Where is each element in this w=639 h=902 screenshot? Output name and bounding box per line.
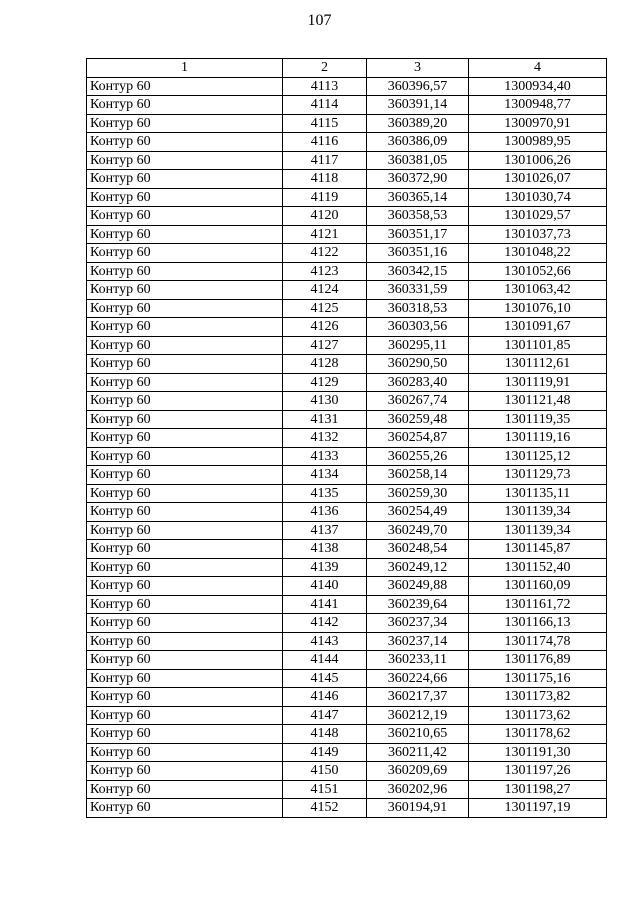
x-coordinate-cell: 360254,87: [367, 429, 469, 448]
point-number-cell: 4131: [283, 410, 367, 429]
contour-name-cell: Контур 60: [87, 558, 283, 577]
y-coordinate-cell: 1301174,78: [469, 632, 607, 651]
point-number-cell: 4122: [283, 244, 367, 263]
table-row: [87, 484, 607, 503]
point-number-cell: 4136: [283, 503, 367, 522]
point-number-cell: 4129: [283, 373, 367, 392]
table-row: [87, 207, 607, 226]
point-number-cell: 4114: [283, 96, 367, 115]
point-number-cell: 4148: [283, 725, 367, 744]
x-coordinate-cell: 360365,14: [367, 188, 469, 207]
contour-name-cell: Контур 60: [87, 743, 283, 762]
point-number-cell: 4134: [283, 466, 367, 485]
y-coordinate-cell: 1301173,82: [469, 688, 607, 707]
y-coordinate-cell: 1301197,19: [469, 799, 607, 818]
table-row: [87, 151, 607, 170]
contour-name-cell: Контур 60: [87, 484, 283, 503]
table-row: [87, 77, 607, 96]
x-coordinate-cell: 360211,42: [367, 743, 469, 762]
x-coordinate-cell: 360396,57: [367, 77, 469, 96]
point-number-cell: 4141: [283, 595, 367, 614]
y-coordinate-cell: 1301006,26: [469, 151, 607, 170]
contour-name-cell: Контур 60: [87, 133, 283, 152]
point-number-cell: 4125: [283, 299, 367, 318]
contour-name-cell: Контур 60: [87, 262, 283, 281]
point-number-cell: 4150: [283, 762, 367, 781]
contour-name-cell: Контур 60: [87, 762, 283, 781]
point-number-cell: 4123: [283, 262, 367, 281]
y-coordinate-cell: 1301112,61: [469, 355, 607, 374]
point-number-cell: 4152: [283, 799, 367, 818]
contour-name-cell: Контур 60: [87, 614, 283, 633]
y-coordinate-cell: 1301173,62: [469, 706, 607, 725]
table-header-row: [87, 59, 607, 78]
point-number-cell: 4124: [283, 281, 367, 300]
y-coordinate-cell: 1301091,67: [469, 318, 607, 337]
point-number-cell: 4138: [283, 540, 367, 559]
table-row: [87, 170, 607, 189]
y-coordinate-cell: 1301101,85: [469, 336, 607, 355]
table-row: [87, 188, 607, 207]
point-number-cell: 4137: [283, 521, 367, 540]
point-number-cell: 4121: [283, 225, 367, 244]
table-row: [87, 614, 607, 633]
y-coordinate-cell: 1301063,42: [469, 281, 607, 300]
table-row: [87, 651, 607, 670]
point-number-cell: 4119: [283, 188, 367, 207]
table-row: [87, 558, 607, 577]
contour-name-cell: Контур 60: [87, 725, 283, 744]
column-header: 4: [469, 59, 607, 78]
table-row: [87, 262, 607, 281]
x-coordinate-cell: 360258,14: [367, 466, 469, 485]
y-coordinate-cell: 1301152,40: [469, 558, 607, 577]
contour-name-cell: Контур 60: [87, 780, 283, 799]
y-coordinate-cell: 1301139,34: [469, 521, 607, 540]
x-coordinate-cell: 360249,70: [367, 521, 469, 540]
point-number-cell: 4116: [283, 133, 367, 152]
x-coordinate-cell: 360318,53: [367, 299, 469, 318]
table-row: [87, 410, 607, 429]
x-coordinate-cell: 360290,50: [367, 355, 469, 374]
contour-name-cell: Контур 60: [87, 299, 283, 318]
table-row: [87, 743, 607, 762]
x-coordinate-cell: 360351,17: [367, 225, 469, 244]
y-coordinate-cell: 1300970,91: [469, 114, 607, 133]
y-coordinate-cell: 1301037,73: [469, 225, 607, 244]
point-number-cell: 4128: [283, 355, 367, 374]
x-coordinate-cell: 360259,30: [367, 484, 469, 503]
x-coordinate-cell: 360358,53: [367, 207, 469, 226]
contour-name-cell: Контур 60: [87, 336, 283, 355]
point-number-cell: 4118: [283, 170, 367, 189]
x-coordinate-cell: 360342,15: [367, 262, 469, 281]
contour-name-cell: Контур 60: [87, 355, 283, 374]
table-row: [87, 799, 607, 818]
table-row: [87, 392, 607, 411]
contour-name-cell: Контур 60: [87, 96, 283, 115]
contour-name-cell: Контур 60: [87, 207, 283, 226]
table-row: [87, 96, 607, 115]
point-number-cell: 4113: [283, 77, 367, 96]
table-row: [87, 577, 607, 596]
x-coordinate-cell: 360255,26: [367, 447, 469, 466]
table-row: [87, 466, 607, 485]
table-row: [87, 429, 607, 448]
point-number-cell: 4140: [283, 577, 367, 596]
point-number-cell: 4120: [283, 207, 367, 226]
contour-name-cell: Контур 60: [87, 651, 283, 670]
contour-name-cell: Контур 60: [87, 540, 283, 559]
contour-name-cell: Контур 60: [87, 244, 283, 263]
y-coordinate-cell: 1301176,89: [469, 651, 607, 670]
y-coordinate-cell: 1301198,27: [469, 780, 607, 799]
y-coordinate-cell: 1300934,40: [469, 77, 607, 96]
x-coordinate-cell: 360254,49: [367, 503, 469, 522]
x-coordinate-cell: 360237,14: [367, 632, 469, 651]
table-row: [87, 225, 607, 244]
x-coordinate-cell: 360233,11: [367, 651, 469, 670]
table-row: [87, 540, 607, 559]
x-coordinate-cell: 360212,19: [367, 706, 469, 725]
point-number-cell: 4127: [283, 336, 367, 355]
contour-name-cell: Контур 60: [87, 373, 283, 392]
y-coordinate-cell: 1301121,48: [469, 392, 607, 411]
x-coordinate-cell: 360283,40: [367, 373, 469, 392]
contour-name-cell: Контур 60: [87, 577, 283, 596]
contour-name-cell: Контур 60: [87, 706, 283, 725]
y-coordinate-cell: 1301161,72: [469, 595, 607, 614]
contour-name-cell: Контур 60: [87, 392, 283, 411]
table-row: [87, 632, 607, 651]
y-coordinate-cell: 1301178,62: [469, 725, 607, 744]
column-header: 3: [367, 59, 469, 78]
x-coordinate-cell: 360267,74: [367, 392, 469, 411]
point-number-cell: 4144: [283, 651, 367, 670]
table-row: [87, 688, 607, 707]
table-row: [87, 373, 607, 392]
table-row: [87, 706, 607, 725]
y-coordinate-cell: 1301175,16: [469, 669, 607, 688]
table-row: [87, 521, 607, 540]
x-coordinate-cell: 360210,65: [367, 725, 469, 744]
table-row: [87, 114, 607, 133]
y-coordinate-cell: 1301160,09: [469, 577, 607, 596]
y-coordinate-cell: 1301119,91: [469, 373, 607, 392]
x-coordinate-cell: 360391,14: [367, 96, 469, 115]
table-row: [87, 595, 607, 614]
contour-name-cell: Контур 60: [87, 447, 283, 466]
point-number-cell: 4147: [283, 706, 367, 725]
column-header: 1: [87, 59, 283, 78]
contour-name-cell: Контур 60: [87, 466, 283, 485]
table-row: [87, 669, 607, 688]
x-coordinate-cell: 360249,88: [367, 577, 469, 596]
point-number-cell: 4151: [283, 780, 367, 799]
x-coordinate-cell: 360386,09: [367, 133, 469, 152]
x-coordinate-cell: 360237,34: [367, 614, 469, 633]
contour-name-cell: Контур 60: [87, 410, 283, 429]
x-coordinate-cell: 360248,54: [367, 540, 469, 559]
point-number-cell: 4126: [283, 318, 367, 337]
table-row: [87, 244, 607, 263]
table-row: [87, 336, 607, 355]
y-coordinate-cell: 1301125,12: [469, 447, 607, 466]
table-row: [87, 299, 607, 318]
y-coordinate-cell: 1300948,77: [469, 96, 607, 115]
contour-name-cell: Контур 60: [87, 503, 283, 522]
coordinates-table: [86, 58, 607, 818]
point-number-cell: 4143: [283, 632, 367, 651]
x-coordinate-cell: 360303,56: [367, 318, 469, 337]
table-row: [87, 281, 607, 300]
contour-name-cell: Контур 60: [87, 632, 283, 651]
y-coordinate-cell: 1301197,26: [469, 762, 607, 781]
contour-name-cell: Контур 60: [87, 77, 283, 96]
table-body: [87, 77, 607, 817]
contour-name-cell: Контур 60: [87, 595, 283, 614]
contour-name-cell: Контур 60: [87, 318, 283, 337]
contour-name-cell: Контур 60: [87, 521, 283, 540]
y-coordinate-cell: 1301166,13: [469, 614, 607, 633]
x-coordinate-cell: 360331,59: [367, 281, 469, 300]
point-number-cell: 4145: [283, 669, 367, 688]
table-row: [87, 318, 607, 337]
point-number-cell: 4139: [283, 558, 367, 577]
point-number-cell: 4132: [283, 429, 367, 448]
point-number-cell: 4149: [283, 743, 367, 762]
y-coordinate-cell: 1301030,74: [469, 188, 607, 207]
y-coordinate-cell: 1301119,35: [469, 410, 607, 429]
table-row: [87, 725, 607, 744]
table-row: [87, 355, 607, 374]
contour-name-cell: Контур 60: [87, 225, 283, 244]
x-coordinate-cell: 360209,69: [367, 762, 469, 781]
y-coordinate-cell: 1301191,30: [469, 743, 607, 762]
y-coordinate-cell: 1301048,22: [469, 244, 607, 263]
x-coordinate-cell: 360295,11: [367, 336, 469, 355]
contour-name-cell: Контур 60: [87, 114, 283, 133]
x-coordinate-cell: 360224,66: [367, 669, 469, 688]
point-number-cell: 4130: [283, 392, 367, 411]
table-row: [87, 762, 607, 781]
contour-name-cell: Контур 60: [87, 669, 283, 688]
y-coordinate-cell: 1301029,57: [469, 207, 607, 226]
x-coordinate-cell: 360372,90: [367, 170, 469, 189]
point-number-cell: 4135: [283, 484, 367, 503]
y-coordinate-cell: 1301135,11: [469, 484, 607, 503]
contour-name-cell: Контур 60: [87, 799, 283, 818]
point-number-cell: 4117: [283, 151, 367, 170]
contour-name-cell: Контур 60: [87, 170, 283, 189]
x-coordinate-cell: 360249,12: [367, 558, 469, 577]
point-number-cell: 4115: [283, 114, 367, 133]
y-coordinate-cell: 1301145,87: [469, 540, 607, 559]
y-coordinate-cell: 1301139,34: [469, 503, 607, 522]
contour-name-cell: Контур 60: [87, 688, 283, 707]
y-coordinate-cell: 1300989,95: [469, 133, 607, 152]
contour-name-cell: Контур 60: [87, 151, 283, 170]
point-number-cell: 4133: [283, 447, 367, 466]
y-coordinate-cell: 1301026,07: [469, 170, 607, 189]
y-coordinate-cell: 1301129,73: [469, 466, 607, 485]
y-coordinate-cell: 1301076,10: [469, 299, 607, 318]
x-coordinate-cell: 360259,48: [367, 410, 469, 429]
x-coordinate-cell: 360217,37: [367, 688, 469, 707]
contour-name-cell: Контур 60: [87, 188, 283, 207]
y-coordinate-cell: 1301052,66: [469, 262, 607, 281]
table-row: [87, 447, 607, 466]
table-row: [87, 503, 607, 522]
table-row: [87, 780, 607, 799]
table-row: [87, 133, 607, 152]
point-number-cell: 4146: [283, 688, 367, 707]
x-coordinate-cell: 360381,05: [367, 151, 469, 170]
x-coordinate-cell: 360389,20: [367, 114, 469, 133]
x-coordinate-cell: 360194,91: [367, 799, 469, 818]
contour-name-cell: Контур 60: [87, 429, 283, 448]
x-coordinate-cell: 360202,96: [367, 780, 469, 799]
page-number: 107: [307, 12, 332, 29]
column-header: 2: [283, 59, 367, 78]
y-coordinate-cell: 1301119,16: [469, 429, 607, 448]
x-coordinate-cell: 360239,64: [367, 595, 469, 614]
contour-name-cell: Контур 60: [87, 281, 283, 300]
x-coordinate-cell: 360351,16: [367, 244, 469, 263]
point-number-cell: 4142: [283, 614, 367, 633]
